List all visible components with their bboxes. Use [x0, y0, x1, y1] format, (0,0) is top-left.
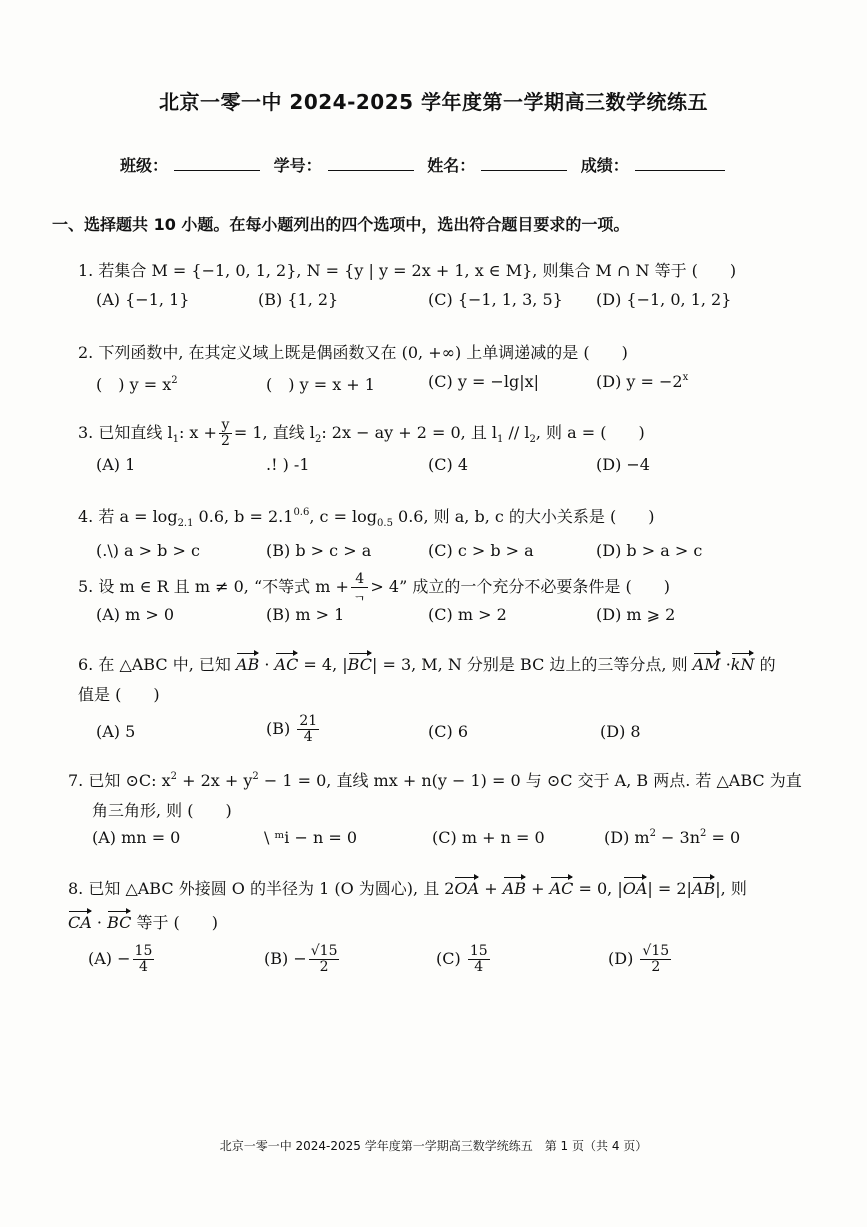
vector-ab-norm: AB — [692, 876, 715, 902]
option-d[interactable]: (D) {−1, 0, 1, 2} — [596, 290, 732, 309]
option-b[interactable]: \ ᵐi − n = 0 — [264, 828, 358, 847]
vector-ac: AC — [275, 652, 299, 678]
question-1 — [78, 258, 818, 320]
student-id-blank[interactable] — [328, 156, 414, 171]
option-c[interactable]: (C) m > 2 — [428, 605, 507, 624]
option-d[interactable]: (D) 8 — [600, 722, 641, 741]
vector-ab: AB — [503, 876, 526, 902]
option-c[interactable]: (C) y = −lg|x| — [428, 372, 539, 391]
option-b[interactable]: .! ) -1 — [266, 455, 310, 474]
fraction: $\frac{15}{4}$ — [134, 943, 153, 975]
score-label: 成绩： — [580, 156, 629, 175]
option-b[interactable]: (B) b > c > a — [266, 541, 372, 560]
question-number: 7. — [68, 771, 84, 790]
option-c[interactable]: (C) m + n = 0 — [432, 828, 545, 847]
option-d[interactable]: (D) $m^2 - 3n^2 = 0$ — [604, 828, 741, 847]
question-stem-line2: 角三角形, 则 ( ) — [92, 801, 232, 820]
question-number: 8. — [68, 879, 84, 898]
question-3: 3. 已知直线 $l_1$: x + $\frac{y}{2}$ = 1, 直线 $l_2$: 2x − ay + 2 = 0, 且 $l_1 // l_2$, 则 a = ( ) (A) 1 .! ) -1 (C) 4 (D) −4 — [78, 417, 650, 474]
option-a[interactable]: (A) 1 — [96, 455, 136, 474]
page-footer: 北京一零一中 2024-2025 学年度第一学期高三数学统练五 第 1 页（共 4 页） — [219, 1139, 648, 1153]
question-2 — [78, 340, 818, 402]
question-stem-line2: 值是 ( ) — [78, 685, 160, 704]
question-number: 2. — [78, 343, 94, 362]
question-stem: 若集合 M = {−1, 0, 1, 2}, N = {y | y = 2x + 1, x ∈ M}, 则集合 M ∩ N 等于 ( ) — [98, 261, 737, 280]
fraction: $\frac{y}{2}$ — [220, 417, 230, 449]
vector-ab: AB — [236, 652, 259, 678]
vector-oa: OA — [454, 876, 479, 902]
option-c[interactable]: (C) $\frac{15}{4}$ — [436, 943, 488, 975]
option-c[interactable]: (C) {−1, 1, 3, 5} — [428, 290, 563, 309]
option-d[interactable]: (D) −4 — [596, 455, 650, 474]
option-d[interactable]: (D) $y = -2^x$ — [596, 372, 689, 391]
option-b[interactable]: (B) − $\frac{√15}{2}$ — [264, 943, 338, 975]
name-blank[interactable] — [481, 156, 567, 171]
question-4: 4. 若 $a = \log_{2.1} 0.6$, $b = 2.1^{0.6}$, $c = \log_{0.5} 0.6$, 则 a, b, c 的大小关系是 ( ) (.\) a > b > c (B) b > c > a (C) c > b > a (D) b > a > c — [78, 507, 703, 560]
option-c[interactable]: (C) 6 — [428, 722, 468, 741]
option-c[interactable]: (C) 4 — [428, 455, 468, 474]
question-5: 5. 设 m ∈ R 且 m ≠ 0, “不等式 m + $\frac{4}{\text{ᆨ}}$ > 4” 成立的一个充分不必要条件是 ( ) (A) m > 0 (B) m > 1 (C) m > 2 (D) m ⩾ 2 — [78, 571, 676, 624]
option-a[interactable]: (A) 5 — [96, 722, 136, 741]
vector-oa-norm: OA — [623, 876, 648, 902]
question-8: 8. 已知 △ABC 外接圆 O 的半径为 1 (O 为圆心), 且 2OA + AB + AC = 0, |OA| = 2|AB|, 则 CA · BC 等于 ( ) (A) − $\frac{15}{4}$ (B) − $\frac{√15}{2}$ (C) $\frac{15}{4}$ (D) $\frac{√15}{2}$ — [68, 876, 828, 984]
option-b[interactable]: (B) $\frac{21}{4}$ — [266, 713, 318, 745]
option-a[interactable]: (A) {−1, 1} — [96, 290, 190, 309]
fraction: $\frac{√15}{2}$ — [310, 943, 338, 975]
vector-bc: BC — [348, 652, 372, 678]
fraction: $\frac{21}{4}$ — [299, 713, 318, 745]
vector-ca: CA — [68, 910, 92, 936]
score-blank[interactable] — [635, 156, 725, 171]
question-7: 7. 已知 ⊙C: $x^2 + 2x + y^2 - 1 = 0$, 直线 mx + n(y − 1) = 0 与 ⊙C 交于 A, B 两点. 若 △ABC 为直 角三角形, 则 ( ) (A) mn = 0 \ ᵐi − n = 0 (C) m + n = 0 (D) $m^2 - 3n^2 = 0$ — [68, 764, 828, 858]
option-a[interactable]: (A) m > 0 — [96, 605, 175, 624]
question-number: 4. — [78, 507, 94, 526]
class-label: 班级： — [120, 156, 169, 175]
question-number: 3. — [78, 423, 94, 442]
option-a[interactable]: (A) − $\frac{15}{4}$ — [88, 943, 153, 975]
question-stem: 下列函数中, 在其定义域上既是偶函数又在 (0, +∞) 上单调递减的是 ( ) — [98, 343, 628, 362]
option-d[interactable]: (D) m ⩾ 2 — [596, 605, 676, 624]
question-number: 6. — [78, 655, 94, 674]
fraction: $\frac{15}{4}$ — [469, 943, 488, 975]
option-d[interactable]: (D) $\frac{√15}{2}$ — [608, 943, 670, 975]
fraction: $\frac{√15}{2}$ — [642, 943, 670, 975]
vector-ac: AC — [550, 876, 574, 902]
vector-bc: BC — [107, 910, 131, 936]
student-info-row — [120, 153, 740, 176]
class-blank[interactable] — [174, 156, 260, 171]
question-number: 1. — [78, 261, 94, 280]
vector-an: kN — [731, 652, 755, 678]
section-heading: 一、选择题共 10 小题。在每小题列出的四个选项中，选出符合题目要求的一项。 — [52, 215, 630, 234]
student-id-label: 学号： — [273, 156, 322, 175]
fraction: $\frac{4}{\text{ᆨ}}$ — [352, 571, 367, 603]
option-a[interactable]: (A) mn = 0 — [92, 828, 181, 847]
question-number: 5. — [78, 577, 94, 596]
page-title: 北京一零一中 2024-2025 学年度第一学期高三数学统练五 — [158, 90, 709, 114]
option-a[interactable]: (.\) a > b > c — [96, 541, 200, 560]
option-c[interactable]: (C) c > b > a — [428, 541, 534, 560]
question-6: 6. 在 △ABC 中, 已知 AB · AC = 4, |BC| = 3, M, N 分别是 BC 边上的三等分点, 则 AM ·kN 的 值是 ( ) (A) 5 (B) $\frac{21}{4}$ (C) 6 (D) 8 — [78, 652, 818, 754]
option-d[interactable]: (D) b > a > c — [596, 541, 703, 560]
option-b[interactable]: (B) {1, 2} — [258, 290, 339, 309]
name-label: 姓名： — [427, 156, 476, 175]
option-b[interactable]: ( ) y = x + 1 — [266, 375, 375, 394]
option-b[interactable]: (B) m > 1 — [266, 605, 345, 624]
option-a[interactable]: ( ) $y = x^2$ — [96, 375, 178, 394]
vector-am: AM — [693, 652, 721, 678]
